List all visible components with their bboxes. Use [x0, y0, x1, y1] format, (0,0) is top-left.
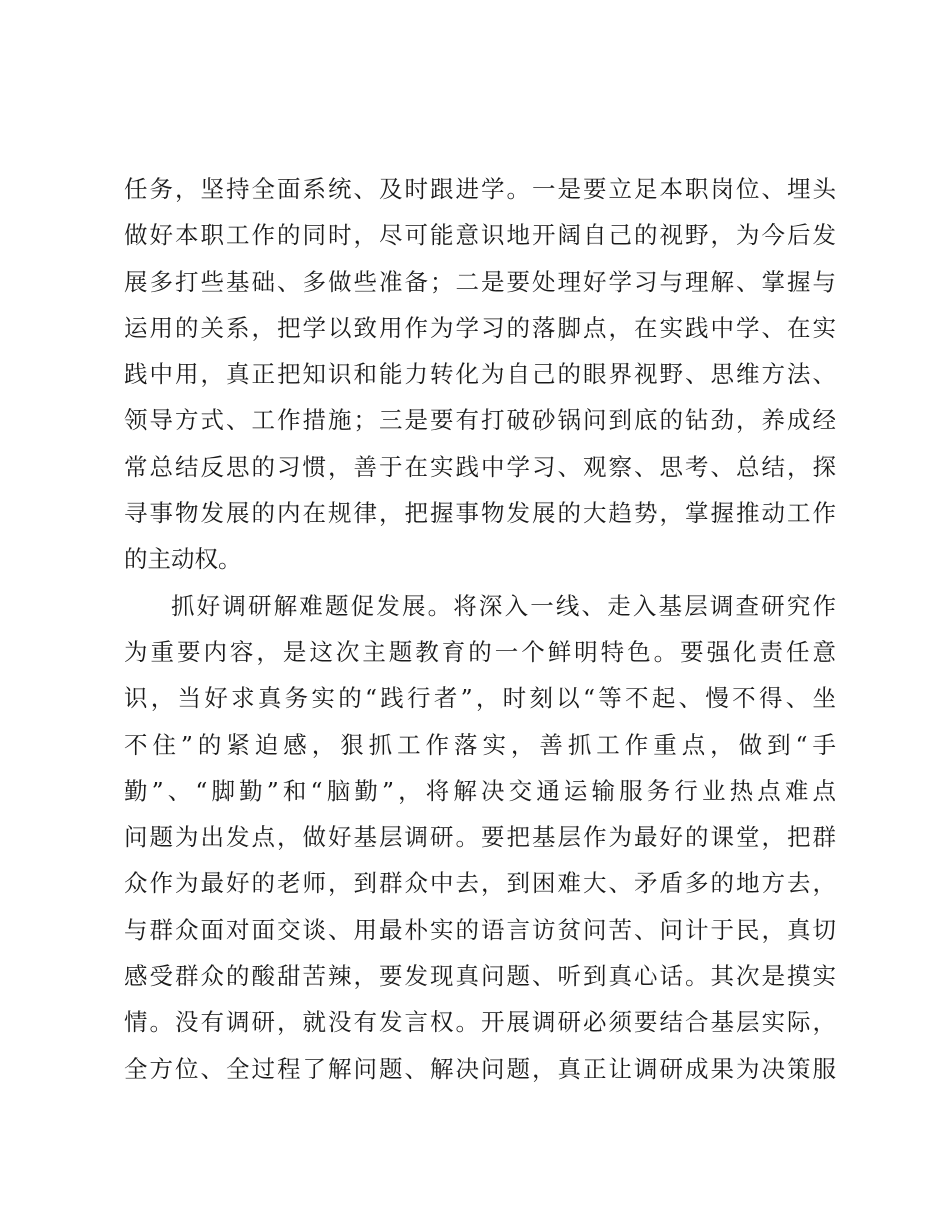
text-line: 展多打些基础、多做些准备；二是要处理好学习与理解、掌握与 — [124, 267, 836, 296]
text-line: 运用的关系，把学以致用作为学习的落脚点，在实践中学、在实 — [124, 313, 836, 342]
paragraph-2 — [124, 583, 836, 1092]
text-line: 领导方式、工作措施；三是要有打破砂锅问到底的钻劲，养成经 — [124, 406, 836, 435]
text-line: 抓好调研解难题促发展。将深入一线、走入基层调查研究作 — [171, 591, 836, 620]
text-line: 众作为最好的老师，到群众中去，到困难大、矛盾多的地方去， — [124, 869, 836, 898]
text-line: 问题为出发点，做好基层调研。要把基层作为最好的课堂，把群 — [124, 823, 836, 852]
paragraph-1 — [124, 166, 836, 583]
text-line: 践中用，真正把知识和能力转化为自己的眼界视野、思维方法、 — [124, 360, 836, 389]
text-line: 寻事物发展的内在规律，把握事物发展的大趋势，掌握推动工作 — [124, 499, 836, 528]
text-line: 全方位、全过程了解问题、解决问题，真正让调研成果为决策服 — [124, 1054, 836, 1083]
text-line: 识，当好求真务实的“践行者”，时刻以“等不起、慢不得、坐 — [124, 684, 836, 713]
text-line: 的主动权。 — [124, 545, 242, 574]
text-line: 常总结反思的习惯，善于在实践中学习、观察、思考、总结，探 — [124, 452, 836, 481]
body-text — [124, 166, 836, 1092]
text-line: 不住”的紧迫感，狠抓工作落实，善抓工作重点，做到“手 — [124, 730, 836, 759]
text-line: 情。没有调研，就没有发言权。开展调研必须要结合基层实际， — [124, 1008, 836, 1037]
text-line: 与群众面对面交谈、用最朴实的语言访贫问苦、问计于民，真切 — [124, 915, 836, 944]
text-line: 勤”、“脚勤”和“脑勤”，将解决交通运输服务行业热点难点 — [124, 776, 836, 805]
text-line: 为重要内容，是这次主题教育的一个鲜明特色。要强化责任意 — [124, 637, 836, 666]
text-line: 任务，坚持全面系统、及时跟进学。一是要立足本职岗位、埋头 — [124, 175, 836, 203]
text-line: 做好本职工作的同时，尽可能意识地开阔自己的视野，为今后发 — [124, 221, 836, 250]
text-line: 感受群众的酸甜苦辣，要发现真问题、听到真心话。其次是摸实 — [124, 962, 836, 991]
